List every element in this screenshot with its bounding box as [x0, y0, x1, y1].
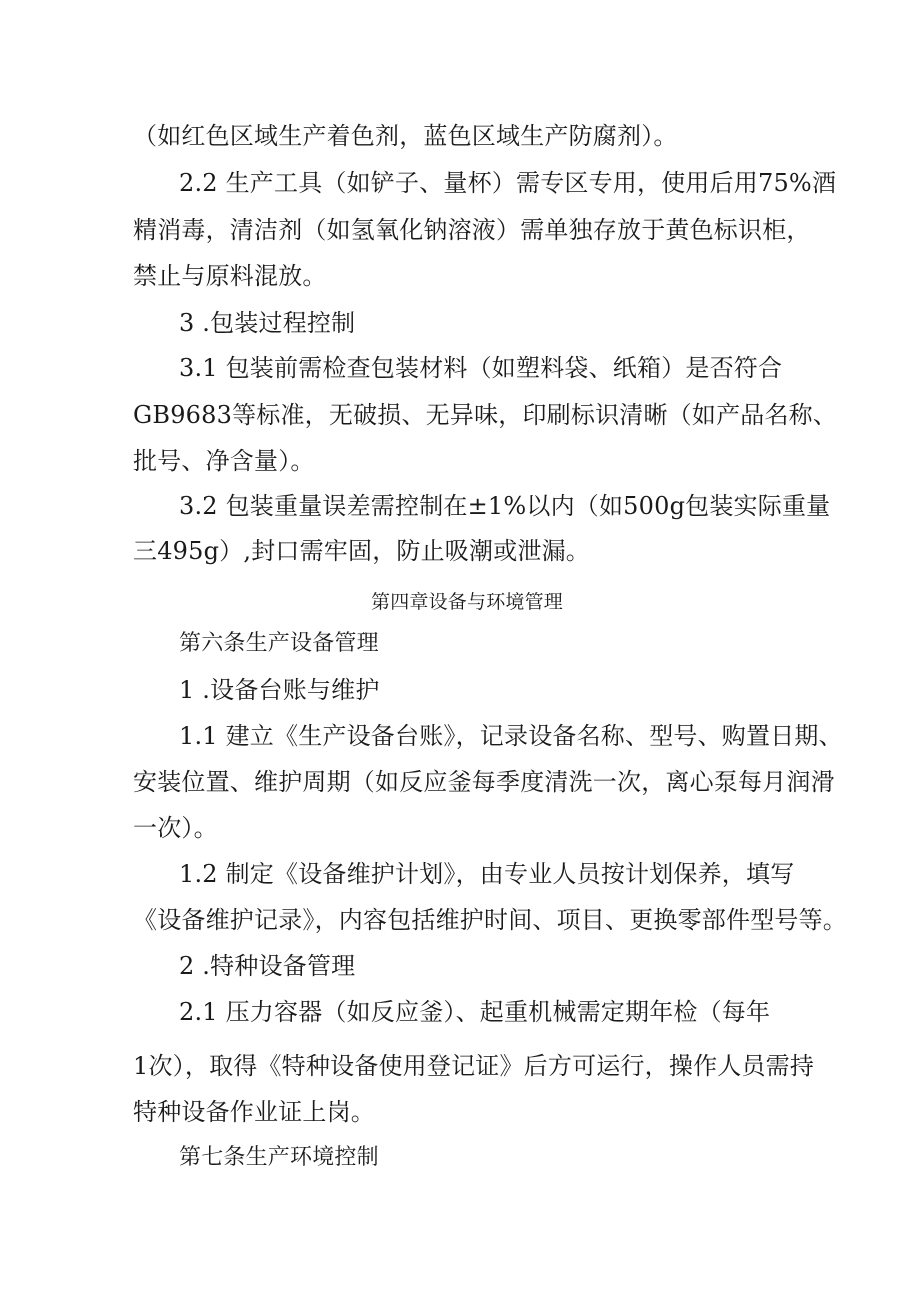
- text-line: 《设备维护记录》，内容包括维护时间、项目、更换零部件型号等。: [133, 906, 847, 934]
- chapter-title: 第四章设备与环境管理: [371, 591, 564, 613]
- section-heading: 3 .包装过程控制: [179, 309, 356, 337]
- section-heading: 2 .特种设备管理: [179, 952, 356, 980]
- text-line: 三495g）,封口需牢固，防止吸潮或泄漏。: [133, 537, 590, 565]
- text-line: 2.2 生产工具（如铲子、量杯）需专区专用，使用后用75%酒: [179, 169, 837, 197]
- article-heading: 第六条生产设备管理: [179, 631, 379, 656]
- text-line: 安装位置、维护周期（如反应釜每季度清洗一次，离心泵每月润滑: [133, 768, 835, 796]
- text-line: 1.1 建立《生产设备台账》，记录设备名称、型号、购置日期、: [179, 722, 843, 750]
- text-line: 禁止与原料混放。: [133, 262, 327, 290]
- text-line: 2.1 压力容器（如反应釜）、起重机械需定期年检（每年: [179, 998, 771, 1026]
- article-heading: 第七条生产环境控制: [179, 1145, 379, 1170]
- text-line: 精消毒，清洁剂（如氢氧化钠溶液）需单独存放于黄色标识柜，: [133, 216, 811, 244]
- text-line: GB9683等标准，无破损、无异味，印刷标识清晰（如产品名称、: [133, 401, 838, 429]
- text-line: 一次）。: [133, 814, 218, 842]
- text-line: 3.2 包装重量误差需控制在±1%以内（如500g包装实际重量: [179, 492, 831, 520]
- text-line: （如红色区域生产着色剂，蓝色区域生产防腐剂）。: [133, 122, 678, 150]
- text-line: 1次），取得《特种设备使用登记证》后方可运行，操作人员需持: [133, 1052, 815, 1080]
- text-line: 批号、净含量）。: [133, 447, 315, 475]
- section-heading: 1 .设备台账与维护: [179, 676, 380, 704]
- text-line: 1.2 制定《设备维护计划》，由专业人员按计划保养，填写: [179, 860, 795, 888]
- text-line: 特种设备作业证上岗。: [133, 1098, 375, 1126]
- text-line: 3.1 包装前需检查包装材料（如塑料袋、纸箱）是否符合: [179, 354, 783, 382]
